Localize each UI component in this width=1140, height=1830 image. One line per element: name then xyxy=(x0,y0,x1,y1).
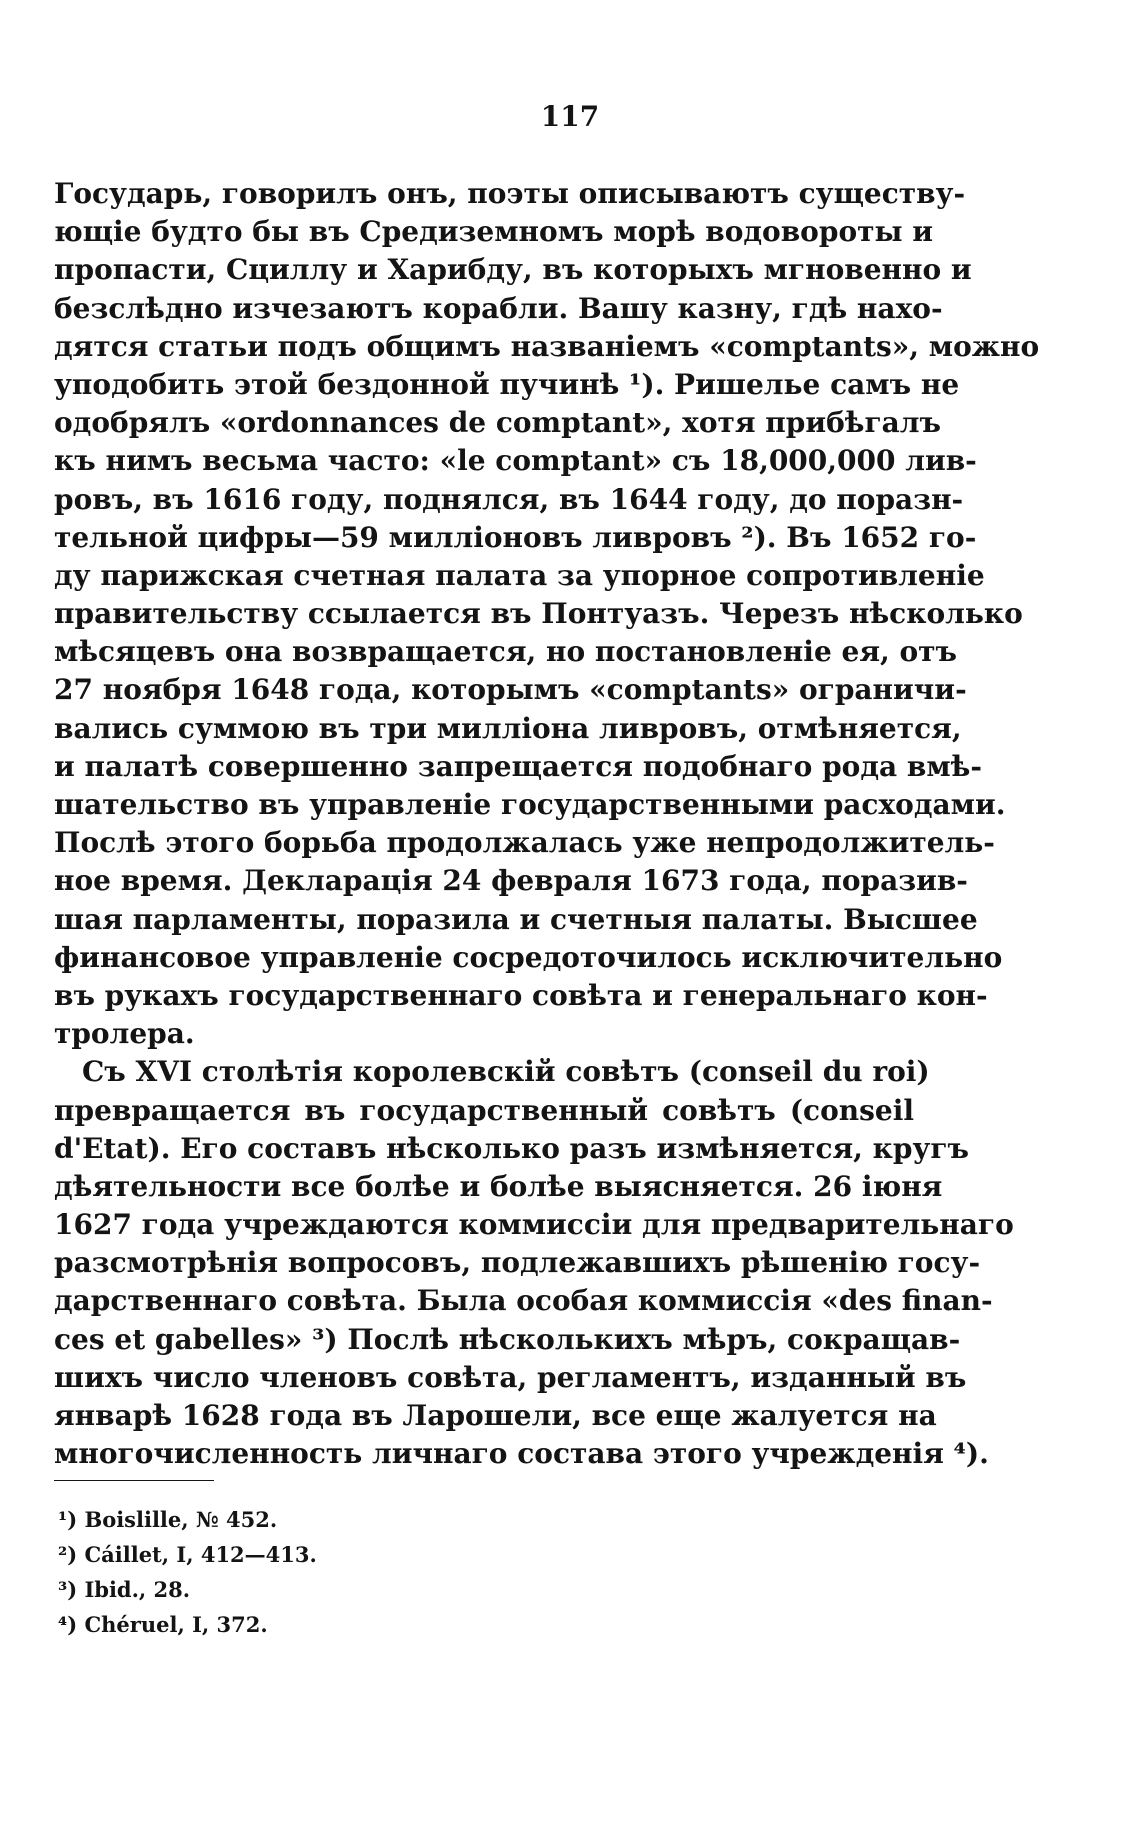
text-line: дятся статьи подъ общимъ названіемъ «comptants», можно xyxy=(54,329,1040,363)
text-line: разсмотрѣнія вопросовъ, подлежавшихъ рѣшенію госу- xyxy=(54,1246,981,1280)
text-line: финансовое управленіе сосредоточилось исключительно xyxy=(54,940,1003,974)
text-line: 1627 года учреждаются коммиссіи для предварительнаго xyxy=(54,1208,1014,1242)
text-line: къ нимъ весьма часто: «le comptant» съ 18,000,000 лив- xyxy=(54,444,977,478)
text-line: тролера. xyxy=(54,1017,195,1051)
text-line: шательство въ управленіе государственными расходами. xyxy=(54,788,1006,821)
text-line: Послѣ этого борьба продолжалась уже непродолжитель- xyxy=(54,826,995,860)
text-line: ces et gabelles» ³) Послѣ нѣсколькихъ мѣръ, сокращав- xyxy=(54,1322,961,1356)
text-line: январѣ 1628 года въ Ларошели, все еще жалуется на xyxy=(54,1399,937,1432)
footnote: ⁴) Chéruel, I, 372. xyxy=(58,1612,268,1637)
footnote: ²) Cáillet, I, 412—413. xyxy=(58,1542,317,1567)
text-line: ду парижская счетная палата за упорное сопротивленіе xyxy=(54,558,985,592)
text-line: дарственнаго совѣта. Была особая коммиссія «des finan- xyxy=(54,1284,993,1318)
footnotes xyxy=(58,1502,558,1642)
text-line: d'Etat). Его составъ нѣсколько разъ измѣняется, кругъ xyxy=(54,1131,970,1165)
footnote-divider xyxy=(54,1480,214,1481)
body-text xyxy=(54,175,1040,1473)
text-line: безслѣдно изчезаютъ корабли. Вашу казну, гдѣ нахо- xyxy=(54,291,943,325)
text-line: въ рукахъ государственнаго совѣта и генеральнаго кон- xyxy=(54,978,988,1012)
text-line: многочисленность личнаго состава этого учрежденія ⁴). xyxy=(54,1437,989,1471)
paragraph xyxy=(54,175,1040,1053)
paragraph xyxy=(54,1053,1014,1473)
page-number: 117 xyxy=(540,100,600,133)
footnote: ¹) Boislille, № 452. xyxy=(58,1507,278,1532)
text-line: шихъ число членовъ совѣта, регламентъ, изданный въ xyxy=(54,1360,967,1394)
footnote: ³) Ibid., 28. xyxy=(58,1577,191,1602)
text-line: 27 ноября 1648 года, которымъ «comptants» ограничи- xyxy=(54,673,967,707)
text-line: ющіе будто бы въ Средиземномъ морѣ водовороты и xyxy=(54,215,934,249)
text-line: шая парламенты, поразила и счетныя палаты. Высшее xyxy=(54,902,978,936)
text-line: тельной цифры—59 милліоновъ ливровъ ²). Въ 1652 го- xyxy=(54,520,977,554)
text-line: ровъ, въ 1616 году, поднялся, въ 1644 году, до поразн- xyxy=(54,482,964,516)
text-line: Съ XVI столѣтія королевскій совѣтъ (conseil du roi) xyxy=(82,1055,930,1089)
text-line: мѣсяцевъ она возвращается, но постановленіе ея, отъ xyxy=(54,635,957,669)
text-line: вались суммою въ три милліона ливровъ, отмѣняется, xyxy=(54,711,962,745)
text-line: уподобить этой бездонной пучинѣ ¹). Ришелье самъ не xyxy=(54,367,960,401)
text-line: пропасти, Сциллу и Харибду, въ которыхъ мгновенно и xyxy=(54,253,972,287)
text-line: ное время. Декларація 24 февраля 1673 года, поразив- xyxy=(54,864,968,898)
text-line: превращается въ государственный совѣтъ (conseil xyxy=(54,1093,914,1127)
text-line: правительству ссылается въ Понтуазъ. Черезъ нѣсколько xyxy=(54,597,1023,631)
text-line: и палатѣ совершенно запрещается подобнаго рода вмѣ- xyxy=(54,749,982,783)
text-line: дѣятельности все болѣе и болѣе выясняется. 26 іюня xyxy=(54,1169,943,1203)
text-line: одобрялъ «ordonnances de comptant», хотя прибѣгалъ xyxy=(54,406,942,440)
text-line: Государь, говорилъ онъ, поэты описываютъ существу- xyxy=(54,177,966,210)
